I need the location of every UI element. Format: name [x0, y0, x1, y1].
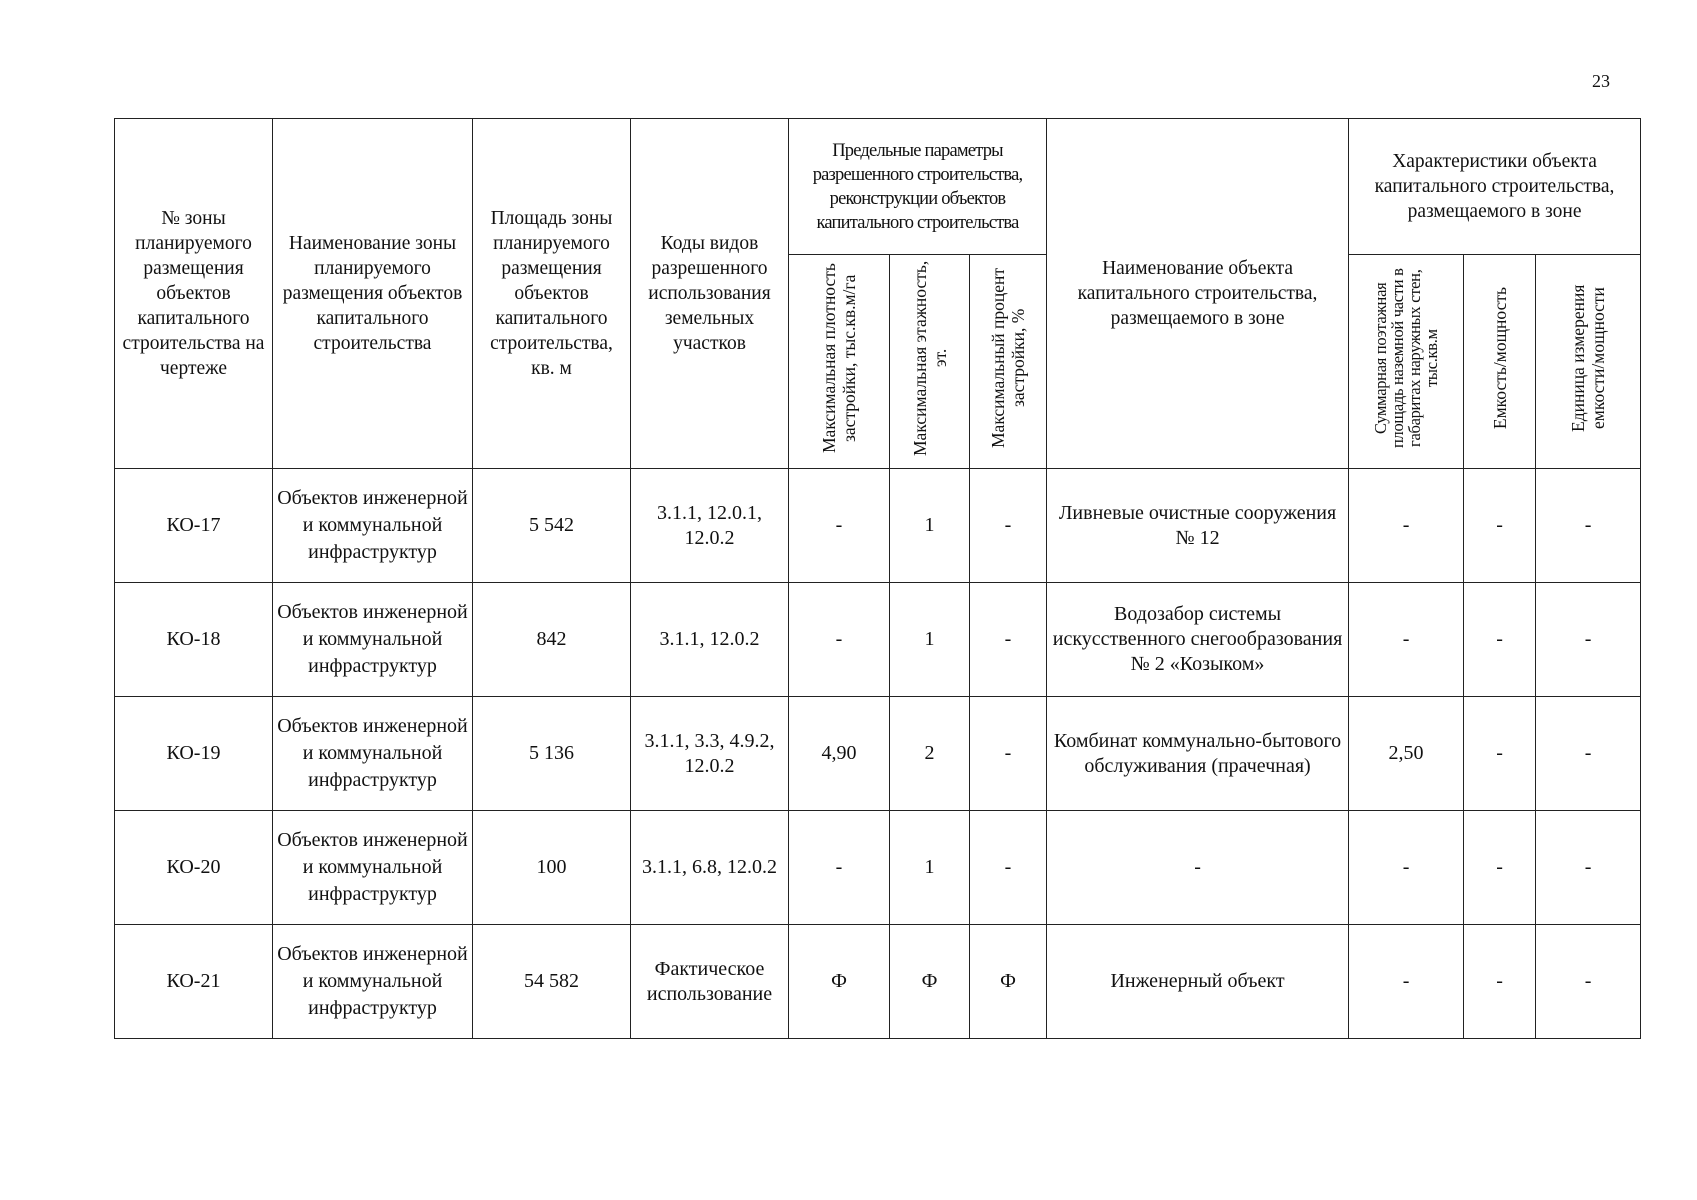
cell-floors: Ф: [890, 925, 970, 1039]
table-row: [115, 811, 1641, 925]
cell-unit: -: [1536, 925, 1641, 1039]
cell-area: 842: [473, 583, 631, 697]
header-max-floors-text: Максимальная этажность, эт.: [909, 260, 950, 456]
header-zone-no: № зоны планируемого размещения объектов капитального строительства на чертеже: [115, 119, 273, 469]
header-total-floor-area-text: Суммарная поэтажная площадь наземной части в габаритах наружных стен, тыс.кв.м: [1371, 268, 1442, 448]
header-max-percent-text: Максимальный процент застройки, %: [988, 268, 1029, 448]
cell-percent: -: [970, 697, 1047, 811]
cell-zone-name: Объектов инженерной и коммунальной инфраструктур: [273, 469, 473, 583]
cell-zone-name: Объектов инженерной и коммунальной инфраструктур: [273, 925, 473, 1039]
header-max-density-text: Максимальная плотность застройки, тыс.кв.м/га: [819, 263, 859, 453]
cell-density: 4,90: [789, 697, 890, 811]
cell-unit: -: [1536, 583, 1641, 697]
cell-zone-name: Объектов инженерной и коммунальной инфраструктур: [273, 583, 473, 697]
cell-floors: 1: [890, 811, 970, 925]
cell-object: Комбинат коммунально-бытового обслуживания (прачечная): [1047, 697, 1349, 811]
cell-codes: 3.1.1, 6.8, 12.0.2: [631, 811, 789, 925]
header-object-name: Наименование объекта капитального строительства, размещаемого в зоне: [1047, 119, 1349, 469]
header-characteristics-group: Характеристики объекта капитального строительства, размещаемого в зоне: [1349, 119, 1641, 255]
cell-density: -: [789, 811, 890, 925]
cell-zone: КО-17: [115, 469, 273, 583]
cell-unit: -: [1536, 697, 1641, 811]
header-capacity-unit-text: Единица измерения емкости/мощности: [1568, 284, 1609, 432]
cell-area: 100: [473, 811, 631, 925]
cell-zone-name: Объектов инженерной и коммунальной инфраструктур: [273, 811, 473, 925]
header-max-floors: [890, 255, 970, 469]
cell-capacity: -: [1464, 811, 1536, 925]
header-capacity: [1464, 255, 1536, 469]
header-use-codes: Коды видов разрешенного использования земельных участков: [631, 119, 789, 469]
zones-table: [114, 118, 1641, 1039]
cell-codes: Фактическое использование: [631, 925, 789, 1039]
header-limits-group: Предельные параметры разрешенного строительства, реконструкции объектов капитального строительства: [789, 119, 1047, 255]
cell-zone-name: Объектов инженерной и коммунальной инфраструктур: [273, 697, 473, 811]
cell-object: Водозабор системы искусственного снегообразования № 2 «Козыком»: [1047, 583, 1349, 697]
header-total-floor-area: [1349, 255, 1464, 469]
header-max-percent: [970, 255, 1047, 469]
cell-codes: 3.1.1, 12.0.1, 12.0.2: [631, 469, 789, 583]
cell-floor-area: -: [1349, 469, 1464, 583]
cell-codes: 3.1.1, 3.3, 4.9.2, 12.0.2: [631, 697, 789, 811]
cell-object: Ливневые очистные сооружения № 12: [1047, 469, 1349, 583]
cell-zone: КО-19: [115, 697, 273, 811]
table-row: [115, 469, 1641, 583]
table-row: [115, 925, 1641, 1039]
cell-zone: КО-20: [115, 811, 273, 925]
header-capacity-text: Емкость/мощность: [1489, 286, 1510, 430]
cell-capacity: -: [1464, 583, 1536, 697]
cell-area: 5 136: [473, 697, 631, 811]
cell-floors: 1: [890, 469, 970, 583]
cell-density: -: [789, 469, 890, 583]
cell-capacity: -: [1464, 697, 1536, 811]
cell-zone: КО-18: [115, 583, 273, 697]
cell-percent: -: [970, 469, 1047, 583]
cell-object: -: [1047, 811, 1349, 925]
cell-codes: 3.1.1, 12.0.2: [631, 583, 789, 697]
cell-floors: 2: [890, 697, 970, 811]
cell-area: 5 542: [473, 469, 631, 583]
cell-capacity: -: [1464, 925, 1536, 1039]
cell-floor-area: -: [1349, 925, 1464, 1039]
cell-unit: -: [1536, 811, 1641, 925]
cell-zone: КО-21: [115, 925, 273, 1039]
header-max-density: [789, 255, 890, 469]
cell-capacity: -: [1464, 469, 1536, 583]
cell-density: -: [789, 583, 890, 697]
cell-percent: -: [970, 811, 1047, 925]
cell-floor-area: -: [1349, 811, 1464, 925]
table-row: [115, 583, 1641, 697]
cell-floor-area: 2,50: [1349, 697, 1464, 811]
header-capacity-unit: [1536, 255, 1641, 469]
cell-percent: -: [970, 583, 1047, 697]
cell-object: Инженерный объект: [1047, 925, 1349, 1039]
header-zone-name: Наименование зоны планируемого размещения объектов капитального строительства: [273, 119, 473, 469]
cell-floor-area: -: [1349, 583, 1464, 697]
cell-density: Ф: [789, 925, 890, 1039]
cell-area: 54 582: [473, 925, 631, 1039]
table-row: [115, 697, 1641, 811]
page-number: 23: [1592, 71, 1610, 91]
header-zone-area: Площадь зоны планируемого размещения объектов капитального строительства, кв. м: [473, 119, 631, 469]
cell-unit: -: [1536, 469, 1641, 583]
cell-floors: 1: [890, 583, 970, 697]
cell-percent: Ф: [970, 925, 1047, 1039]
